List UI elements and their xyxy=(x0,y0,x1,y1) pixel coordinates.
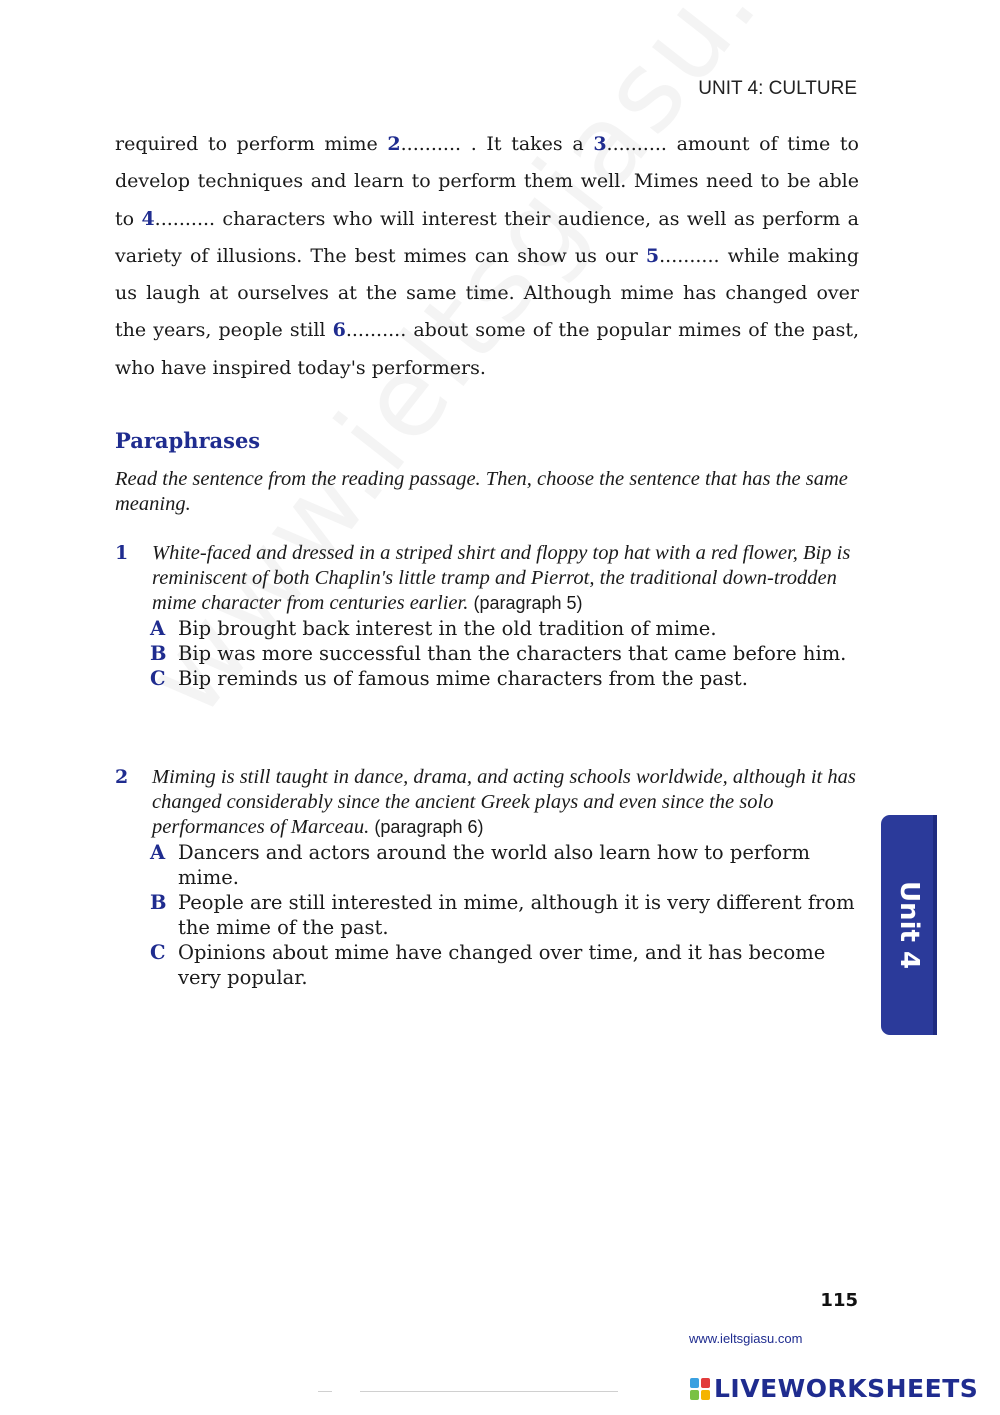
question-stem: Miming is still taught in dance, drama, and acting schools worldwide, although it has changed considerably since the ancient Greek plays and even since the solo performances of Marceau. xyxy=(152,766,856,838)
section-title: Paraphrases xyxy=(115,428,261,453)
answer-option-b[interactable] xyxy=(150,641,859,666)
gap-number-6: 6 xyxy=(332,319,346,342)
option-letter: A xyxy=(150,841,166,864)
question-stem: White-faced and dressed in a striped shirt and floppy top hat with a red flower, Bip is reminiscent of both Chaplin's little tramp and Pierrot, the traditional down-trodden mime character from centuries earlier. xyxy=(152,542,851,614)
question-number: 2 xyxy=(115,766,129,788)
gap-blank-2[interactable]: .......... xyxy=(400,133,471,155)
unit-header: UNIT 4: CULTURE xyxy=(698,78,857,99)
question-number: 1 xyxy=(115,542,129,564)
gap-blank-3[interactable]: .......... xyxy=(606,133,667,155)
paragraph-ref: (paragraph 5) xyxy=(473,593,583,613)
option-letter: A xyxy=(150,617,166,640)
source-url[interactable]: www.ieltsgiasu.com xyxy=(689,1331,803,1346)
passage-text: required to perform mime 2.......... . It takes a 3.......... amount of time to develop techniques and learn to perform them well. Mimes need to be able to 4.......... characters who will interest their audience, as well as perform a variety of illusions. The best mimes can show us our 5.......... while making us laugh at ourselves at the same time. Although mime has changed over the years, people still 6.......... about some of the popular mimes of the past, who have inspired today's performers. xyxy=(115,133,860,379)
answer-options xyxy=(150,616,859,691)
option-letter: B xyxy=(150,642,167,665)
option-text: Bip was more successful than the characters that came before him. xyxy=(178,642,847,665)
answer-option-a[interactable] xyxy=(150,840,859,890)
section-instruction: Read the sentence from the reading passage. Then, choose the sentence that has the same meaning. xyxy=(115,468,848,515)
liveworksheets-logo-icon xyxy=(690,1378,710,1400)
footer-rule-left xyxy=(318,1391,332,1392)
gap-number-3: 3 xyxy=(593,133,607,155)
page-number: 115 xyxy=(820,1290,858,1311)
question-text xyxy=(152,541,859,616)
option-letter: C xyxy=(150,667,166,690)
unit-tab-label: Unit 4 xyxy=(894,880,924,970)
option-text: Bip reminds us of famous mime characters from the past. xyxy=(178,667,748,690)
paragraph-ref: (paragraph 6) xyxy=(374,817,484,837)
option-text: Dancers and actors around the world also learn how to perform mime. xyxy=(178,841,810,889)
gap-number-4: 4 xyxy=(141,207,155,230)
gap-number-2: 2 xyxy=(387,133,401,155)
option-text: Bip brought back interest in the old tradition of mime. xyxy=(178,617,717,640)
gap-blank-4[interactable]: .......... xyxy=(154,207,216,230)
gap-blank-5[interactable]: .......... xyxy=(659,244,720,267)
answer-option-b[interactable] xyxy=(150,890,859,940)
option-letter: B xyxy=(150,891,167,914)
unit-tab xyxy=(881,815,937,1035)
brand-text: LIVEWORKSHEETS xyxy=(714,1374,979,1403)
footer-rule-right xyxy=(360,1391,618,1392)
option-text: People are still interested in mime, although it is very different from the mime of the past. xyxy=(178,891,855,939)
question-2 xyxy=(115,765,859,990)
gap-number-5: 5 xyxy=(645,244,660,267)
answer-options xyxy=(150,840,859,990)
liveworksheets-brand[interactable] xyxy=(690,1374,978,1403)
question-1 xyxy=(115,541,859,691)
answer-option-c[interactable] xyxy=(150,666,859,691)
option-text: Opinions about mime have changed over time, and it has become very popular. xyxy=(178,941,826,989)
answer-option-c[interactable] xyxy=(150,940,859,990)
option-letter: C xyxy=(150,941,166,964)
answer-option-a[interactable] xyxy=(150,616,859,641)
gap-blank-6[interactable]: .......... xyxy=(345,319,407,342)
question-text xyxy=(152,765,859,840)
